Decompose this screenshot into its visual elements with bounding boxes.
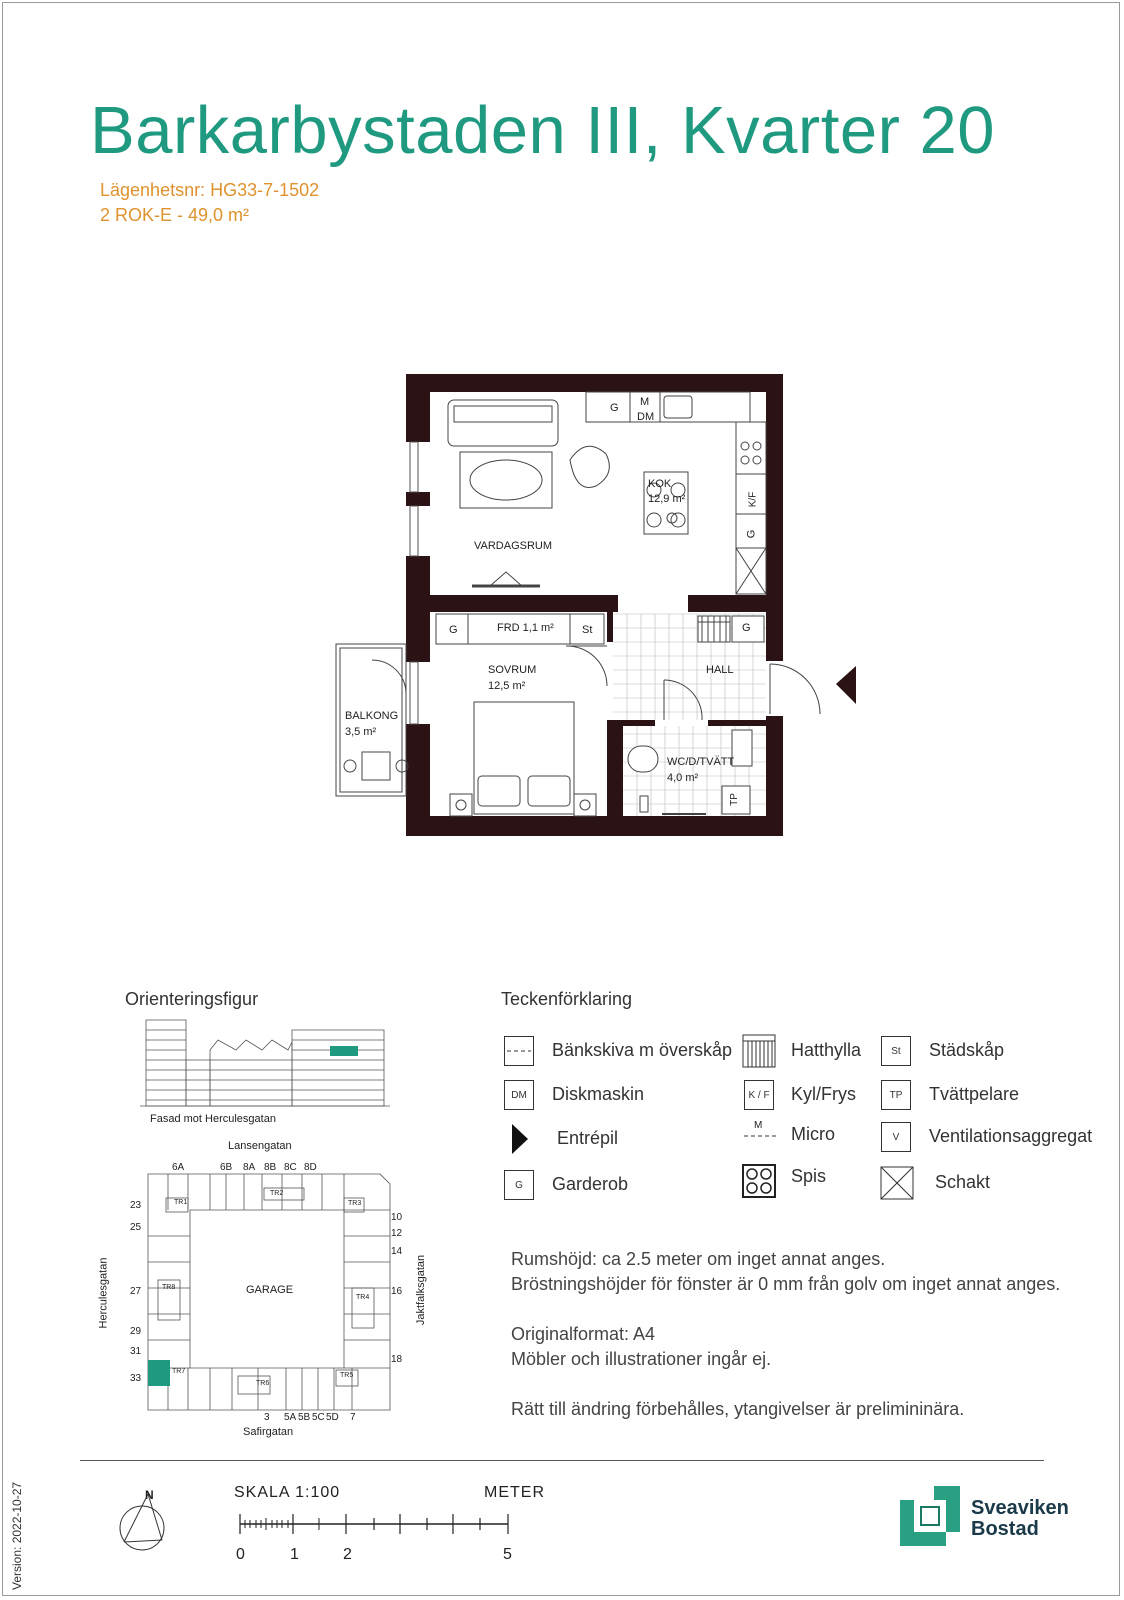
label-sovrum-area: 12,5 m² [488, 680, 526, 692]
hat-shelf-icon [742, 1034, 776, 1068]
facade-label: Fasad mot Herculesgatan [150, 1113, 276, 1125]
label-kf: K/F [747, 491, 759, 508]
legend-label: Bänkskiva m överskåp [552, 1040, 733, 1060]
tr-label: TR3 [348, 1200, 362, 1207]
label-g-sovrum: G [449, 624, 458, 636]
stove-icon [742, 1164, 776, 1198]
tr-label: TR4 [356, 1294, 370, 1301]
label-kok: KOK [648, 478, 672, 490]
wardrobe-icon: G [504, 1170, 534, 1200]
note-sill-height: Bröstningshöjder för fönster är 0 mm från golv om inget annat anges. [511, 1274, 1061, 1294]
house-number-right: 16 [391, 1286, 403, 1297]
house-number-left: 31 [130, 1346, 142, 1357]
laundry-tower-icon: TP [881, 1080, 911, 1110]
note-format: Originalformat: A4 [511, 1324, 656, 1344]
label-wc-area: 4,0 m² [667, 772, 699, 784]
logo-text-line1: Sveaviken [971, 1497, 1069, 1519]
page-title: Barkarbystaden III, Kvarter 20 [90, 93, 996, 168]
tr-label: TR2 [270, 1190, 284, 1197]
legend-label: Städskåp [929, 1040, 1005, 1060]
legend-label: Diskmaskin [552, 1084, 645, 1104]
tr-label: TR6 [256, 1380, 270, 1387]
note-ceiling-height: Rumshöjd: ca 2.5 meter om inget annat anges. [511, 1249, 886, 1269]
house-number-left: 25 [130, 1222, 142, 1233]
label-tp: TP [728, 793, 740, 806]
note-furniture: Möbler och illustrationer ingår ej. [511, 1349, 772, 1369]
house-number-left: 29 [130, 1326, 142, 1337]
note-disclaimer: Rätt till ändring förbehålles, ytangivelser är prelimininära. [511, 1399, 965, 1419]
version-label: Version: 2022-10-27 [10, 1481, 24, 1590]
house-number-bottom: 5D [326, 1412, 339, 1423]
apartment-number: Lägenhetsnr: HG33-7-1502 [100, 180, 320, 200]
orientation-heading: Orienteringsfigur [125, 989, 259, 1009]
label-m: M [640, 396, 650, 408]
legend-heading: Teckenförklaring [501, 989, 633, 1009]
label-st: St [582, 624, 593, 636]
house-number-top: 8B [264, 1162, 277, 1173]
house-number-left: 33 [130, 1373, 142, 1384]
tr-label: TR7 [172, 1368, 186, 1375]
label-balkong-area: 3,5 m² [345, 726, 377, 738]
legend-label: Ventilationsaggregat [929, 1126, 1093, 1146]
house-number-bottom: 5C [312, 1412, 325, 1423]
logo-mark [898, 1484, 962, 1548]
legend-label: Hatthylla [791, 1040, 862, 1060]
house-number-bottom: 7 [350, 1412, 356, 1423]
microwave-icon: M [754, 1120, 763, 1131]
label-kok-area: 12,9 m² [648, 493, 686, 505]
house-number-left: 27 [130, 1286, 142, 1297]
label-g-kitchen: G [610, 402, 619, 414]
house-number-bottom: 3 [264, 1412, 270, 1423]
apartment-highlight-facade [330, 1046, 358, 1056]
scale-tick-label: 0 [236, 1546, 245, 1563]
fridge-freezer-icon: K / F [744, 1080, 774, 1110]
house-number-right: 18 [391, 1354, 403, 1365]
logo-text-line2: Bostad [971, 1518, 1039, 1540]
scale-tick-label: 1 [290, 1546, 299, 1563]
legend-label: Garderob [552, 1174, 629, 1194]
entrance-arrow-icon [508, 1122, 532, 1156]
cleaning-cabinet-icon: St [881, 1036, 911, 1066]
shaft-icon [880, 1166, 914, 1200]
house-number-bottom: 5B [298, 1412, 311, 1423]
apartment-highlight-plan [148, 1360, 170, 1386]
street-right: Jaktfalksgatan [415, 1254, 428, 1326]
legend-label: Kyl/Frys [791, 1084, 856, 1104]
tr-label: TR8 [162, 1284, 176, 1291]
street-bottom: Safirgatan [243, 1426, 294, 1438]
street-left: Herculesgatan [97, 1257, 110, 1329]
legend-label: Entrépil [557, 1128, 619, 1148]
label-frd: FRD 1,1 m² [497, 622, 554, 634]
legend-label: Tvättpelare [929, 1084, 1020, 1104]
legend-label: Micro [791, 1124, 835, 1144]
label-dm: DM [637, 411, 655, 423]
label-hall: HALL [706, 664, 734, 676]
house-number-left: 23 [130, 1200, 142, 1211]
garage-label: GARAGE [246, 1284, 294, 1296]
legend-label: Schakt [935, 1172, 991, 1192]
house-number-top: 8A [243, 1162, 256, 1173]
house-number-bottom: 5A [284, 1412, 297, 1423]
label-wc: WC/D/TVÄTT [667, 756, 735, 768]
north-label: N [145, 1488, 154, 1502]
footer-divider [80, 1460, 1044, 1461]
tr-label: TR1 [174, 1199, 188, 1206]
counter-dashed-icon [504, 1036, 534, 1066]
tr-label: TR5 [340, 1372, 354, 1379]
dishwasher-icon: DM [504, 1080, 534, 1110]
ventilation-icon: V [881, 1122, 911, 1152]
label-sovrum: SOVRUM [488, 664, 537, 676]
scale-tick-label: 5 [503, 1546, 512, 1563]
label-balkong: BALKONG [345, 710, 399, 722]
label-vardagsrum: VARDAGSRUM [474, 540, 553, 552]
north-arrow-icon [116, 1486, 172, 1552]
house-number-right: 14 [391, 1246, 403, 1257]
house-number-top: 8C [284, 1162, 297, 1173]
house-number-right: 12 [391, 1228, 403, 1239]
apartment-size: 2 ROK-E - 49,0 m² [100, 205, 250, 225]
label-g-kitchen-2: G [745, 529, 758, 539]
house-number-top: 6A [172, 1162, 185, 1173]
house-number-top: 8D [304, 1162, 317, 1173]
house-number-top: 6B [220, 1162, 233, 1173]
scale-label: SKALA 1:100 [234, 1484, 341, 1501]
house-number-right: 10 [391, 1212, 403, 1223]
meter-label: METER [484, 1484, 545, 1501]
label-g-hall: G [742, 622, 751, 634]
street-top: Lansengatan [228, 1140, 292, 1152]
scale-bar [236, 1510, 516, 1540]
legend-label: Spis [791, 1166, 827, 1186]
scale-tick-label: 2 [343, 1546, 352, 1563]
